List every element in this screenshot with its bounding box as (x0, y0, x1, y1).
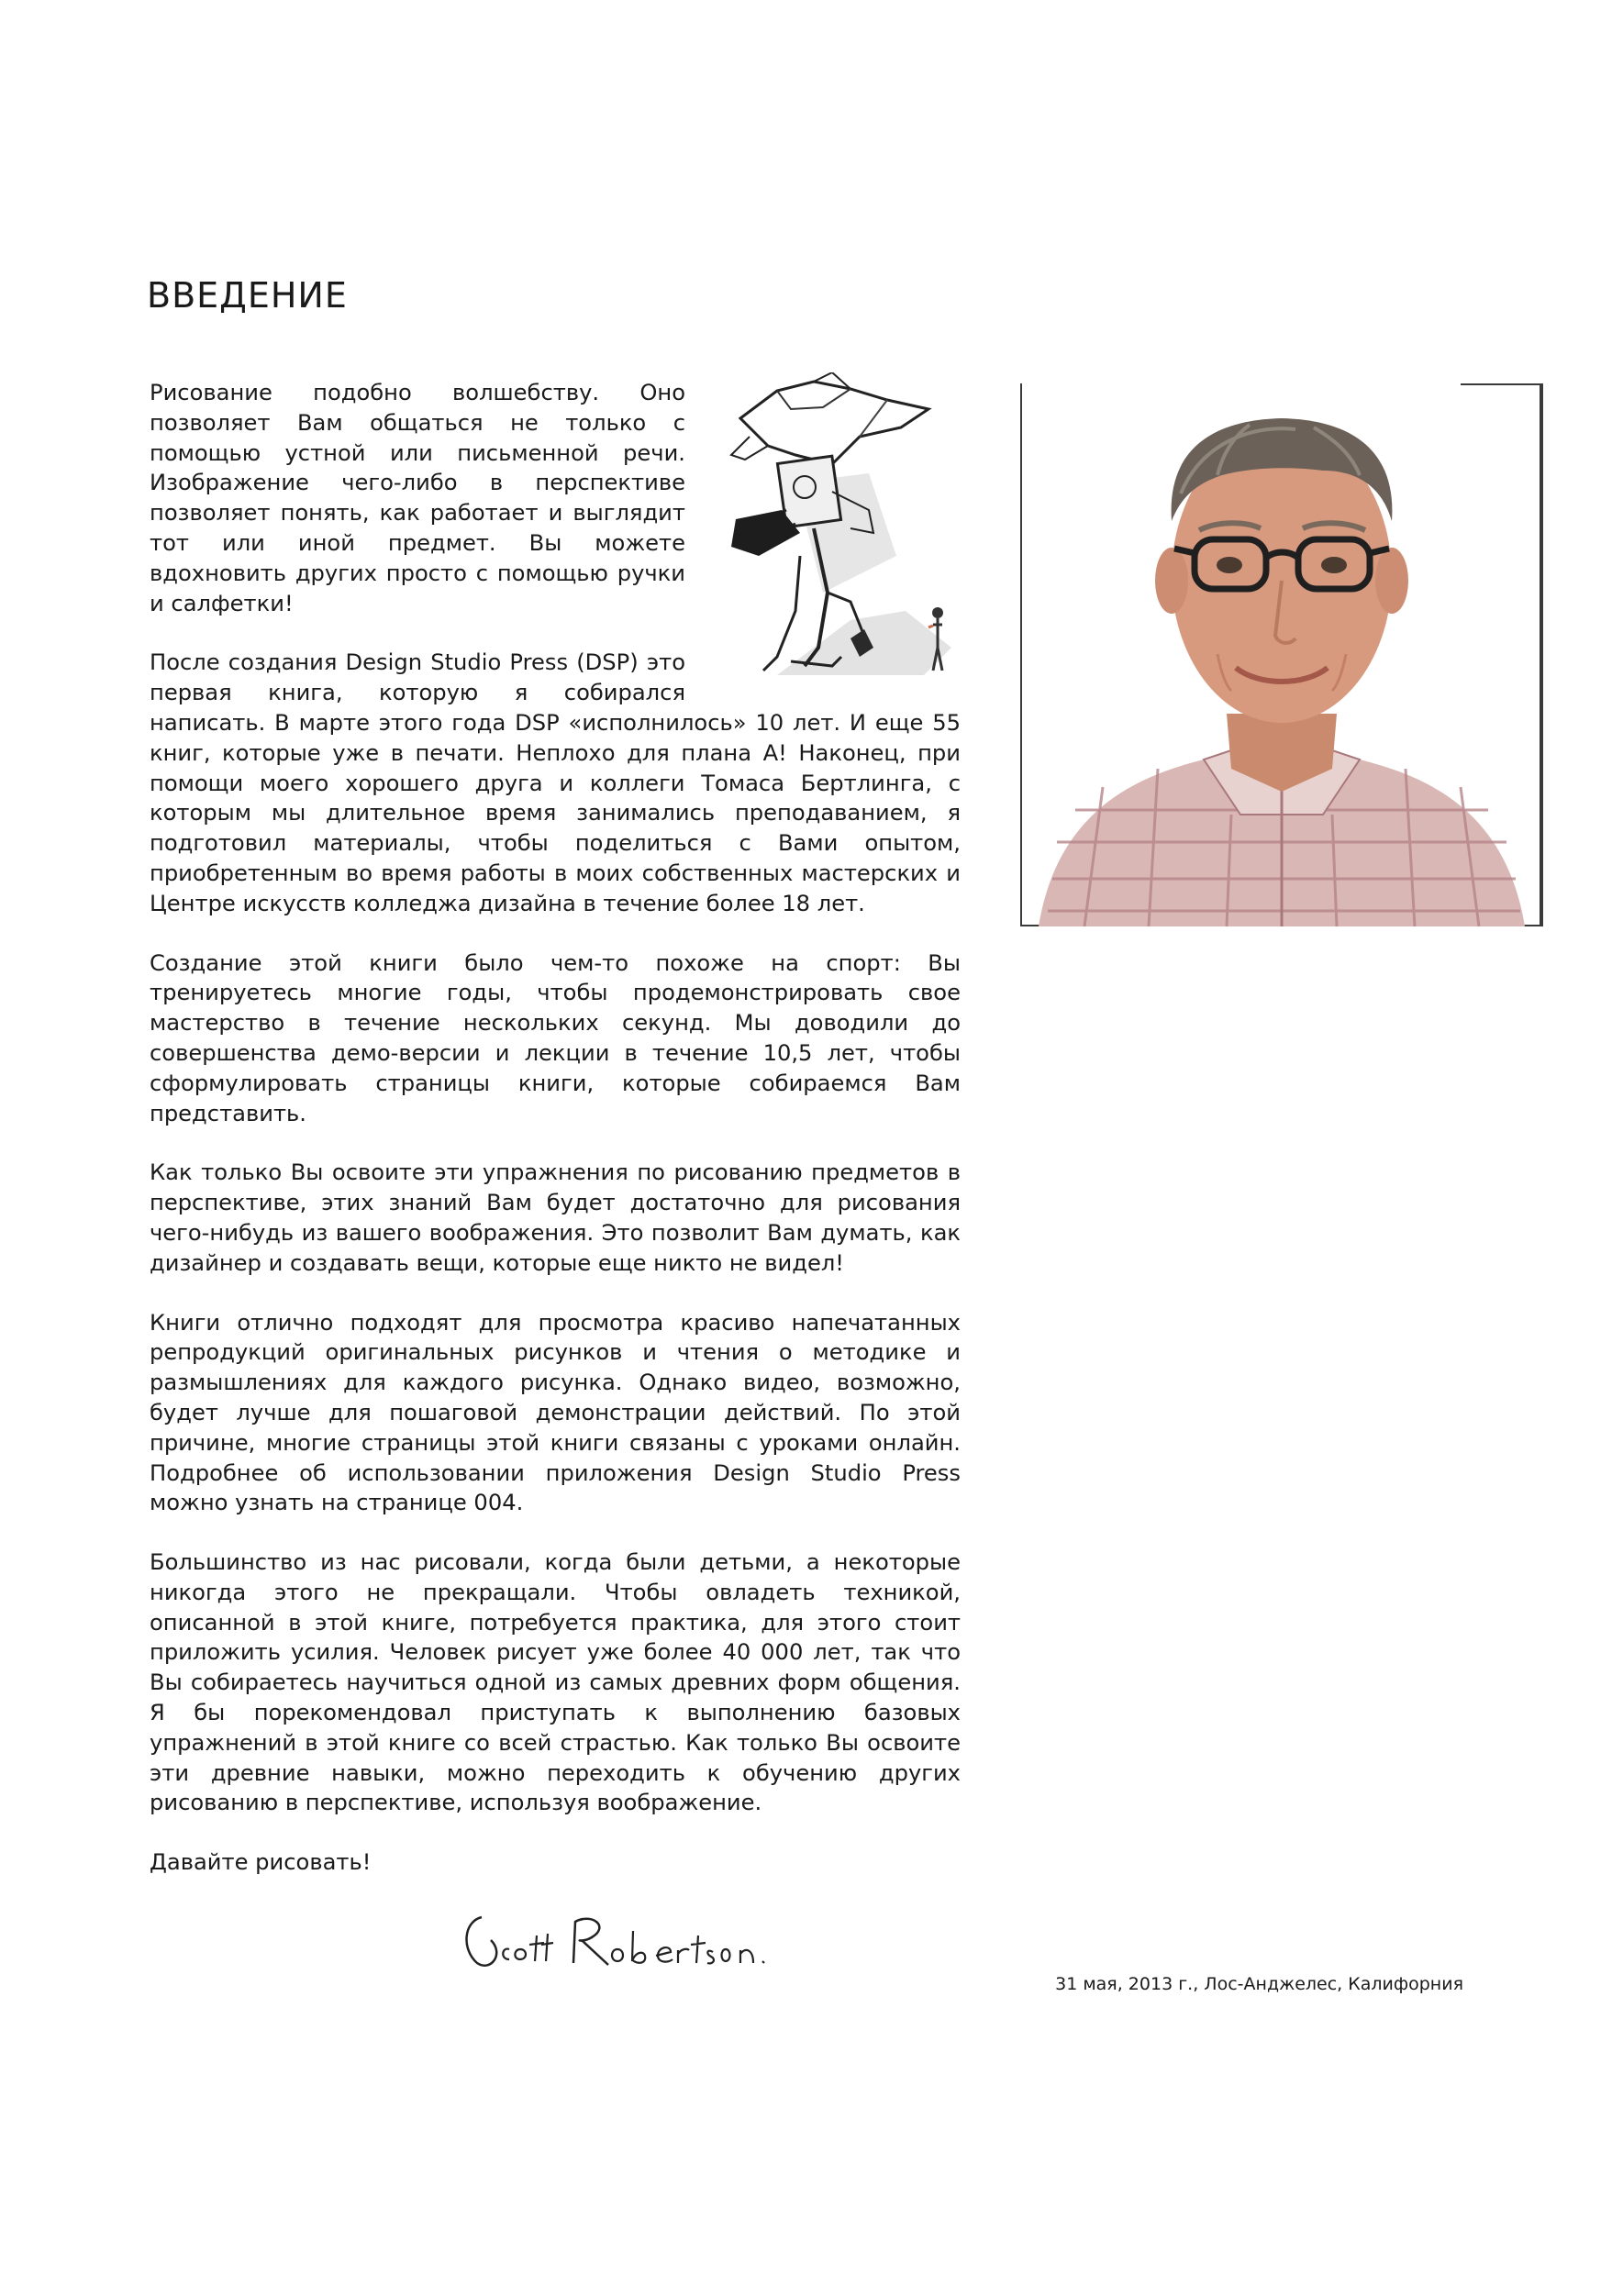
paragraph-3: Создание этой книги было чем-то похоже на спорт: Вы тренируетесь многие годы, чтобы продемонстрировать свое мастерство в течение нескольких секунд. Мы доводили до совершенства демо-версии и лекции в течение 10,5 лет, чтобы сформулировать страницы книги, которые собираемся Вам представить. (150, 949, 961, 1126)
signature-icon (454, 1899, 775, 1991)
paragraph-2: После создания Design Studio Press (DSP) это первая книга, которую я собирался написать. В марте этого года DSP «исполнилось» 10 лет. И еще 55 книг, которые уже в печати. Неплохо для плана А! Наконец, при помощи моего хорошего друга и коллеги Томаса Бертлинга, с которым мы длительное время занимались преподаванием, я подготовил материалы, чтобы поделиться с Вами опытом, приобретенным во время работы в моих собственных мастерских и Центре искусств колледжа дизайна в течение более 18 лет. (150, 649, 961, 916)
author-portrait-icon (1020, 383, 1543, 926)
paragraph-1: Рисование подобно волшебству. Оно позволяет Вам общаться не только с помощью устной или письменной речи. Изображение чего-либо в перспективе позволяет понять, как работает и выглядит тот или иной предмет. Вы можете вдохновить других просто с помощью ручки и салфетки! (150, 380, 685, 616)
signature-text: Scott Robertson. (454, 1899, 462, 1900)
paragraph-4: Как только Вы освоите эти упражнения по рисованию предметов в перспективе, этих знаний Вам будет достаточно для рисования чего-нибудь из вашего воображения. Это позволит Вам думать, как дизайнер и создавать вещи, которые еще никто не видел! (150, 1159, 961, 1276)
paragraph-5: Книги отлично подходят для просмотра красиво напечатанных репродукций оригинальных рисунков и чтения о методике и размышлениях для каждого рисунка. Однако видео, возможно, будет лучше для пошаговой демонстрации действий. По этой причине, многие страницы этой книги связаны с уроками онлайн. Подробнее об использовании приложения Design Studio Press можно узнать на странице 004. (150, 1309, 961, 1516)
paragraph-6: Большинство из нас рисовали, когда были детьми, а некоторые никогда этого не прекращали. Чтобы овладеть техникой, описанной в этой книге, потребуется практика, для этого стоит приложить усилия. Человек рисует уже более 40 000 лет, так что Вы собираетесь научиться одной из самых древних форм общения. Я бы порекомендовал приступать к выполнению базовых упражнений в этой книге со всей страстью. Как только Вы освоите эти древние навыки, можно переходить к обучению других рисованию в перспективе, используя воображение. (150, 1549, 961, 1816)
closing-line: Давайте рисовать! (150, 1849, 372, 1876)
date-place: 31 мая, 2013 г., Лос-Анджелес, Калифорния (1055, 1974, 1463, 1994)
robot-mech-sketch-icon (713, 372, 961, 675)
intro-text-column (150, 378, 961, 1907)
page-title: ВВЕДЕНИЕ (147, 275, 348, 316)
